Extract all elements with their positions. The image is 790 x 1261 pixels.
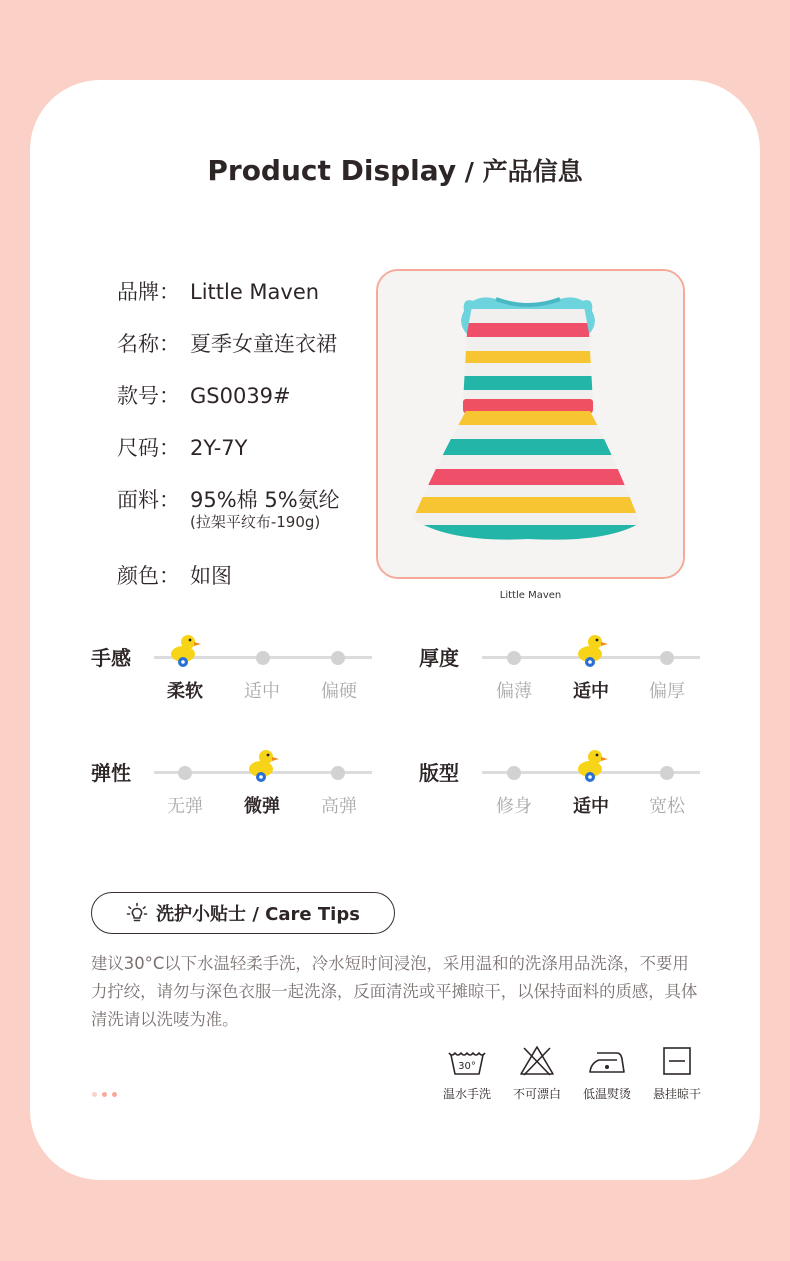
title-separator: / <box>456 157 483 186</box>
care-tips-title: 洗护小贴士 / Care Tips <box>156 904 360 925</box>
hand-wash-icon <box>447 1045 487 1077</box>
page-title <box>0 152 790 188</box>
meter-dot <box>660 766 674 780</box>
hang-dry-icon <box>657 1045 697 1077</box>
svg-text:30°: 30° <box>458 1061 476 1072</box>
spec-fabric: 面料： 95%棉 5%氨纶 <box>117 488 340 512</box>
no-bleach-icon <box>517 1045 557 1077</box>
care-symbol-low-iron: 低温熨烫 <box>572 1045 642 1102</box>
meter-dot <box>507 766 521 780</box>
spec-name: 名称： 夏季女童连衣裙 <box>117 332 337 356</box>
lightbulb-icon <box>126 902 148 924</box>
care-tips-badge <box>91 892 395 934</box>
meter-dot <box>331 766 345 780</box>
meter-thickness: 厚度 偏薄 适中 偏厚 <box>419 630 749 750</box>
spec-brand: 品牌： Little Maven <box>117 280 320 304</box>
spec-size: 尺码： 2Y-7Y <box>117 436 248 460</box>
care-instructions-text: 建议30°C以下水温轻柔手洗，冷水短时间浸泡，采用温和的洗涤用品洗涤，不要用力拧绞，请勿与深色衣服一起洗涤，反面清洗或平摊晾干，以保持面料的质感，具体清洗请以洗唛为准。 <box>91 954 698 1029</box>
product-photo <box>376 269 685 579</box>
meter-dot <box>507 651 521 665</box>
care-symbols <box>432 1045 712 1102</box>
duck-marker-icon <box>575 747 609 783</box>
meter-hand-feel: 手感 柔软 适中 偏硬 <box>91 630 421 750</box>
meter-dot <box>178 766 192 780</box>
spec-color: 颜色： 如图 <box>117 564 232 588</box>
title-cn: 产品信息 <box>482 157 583 186</box>
care-symbol-no-bleach: 不可漂白 <box>502 1045 572 1102</box>
striped-dress-image <box>378 271 683 577</box>
meter-fit: 版型 修身 适中 宽松 <box>419 745 749 865</box>
duck-marker-icon <box>168 632 202 668</box>
spec-fabric-note: (拉架平纹布-190g) <box>190 513 321 531</box>
low-iron-icon <box>587 1045 627 1077</box>
photo-caption: Little Maven <box>499 590 562 601</box>
duck-marker-icon <box>246 747 280 783</box>
meter-dot <box>256 651 270 665</box>
care-symbol-hang-dry: 悬挂晾干 <box>642 1045 712 1102</box>
decorative-dots <box>92 1092 117 1097</box>
care-symbol-hand-wash: 30° 温水手洗 <box>432 1045 502 1102</box>
title-en: Product Display <box>207 154 457 187</box>
meter-elasticity: 弹性 无弹 微弹 高弹 <box>91 745 421 865</box>
meter-dot <box>331 651 345 665</box>
meter-dot <box>660 651 674 665</box>
duck-marker-icon <box>575 632 609 668</box>
spec-style-number: 款号： GS0039# <box>117 384 291 408</box>
